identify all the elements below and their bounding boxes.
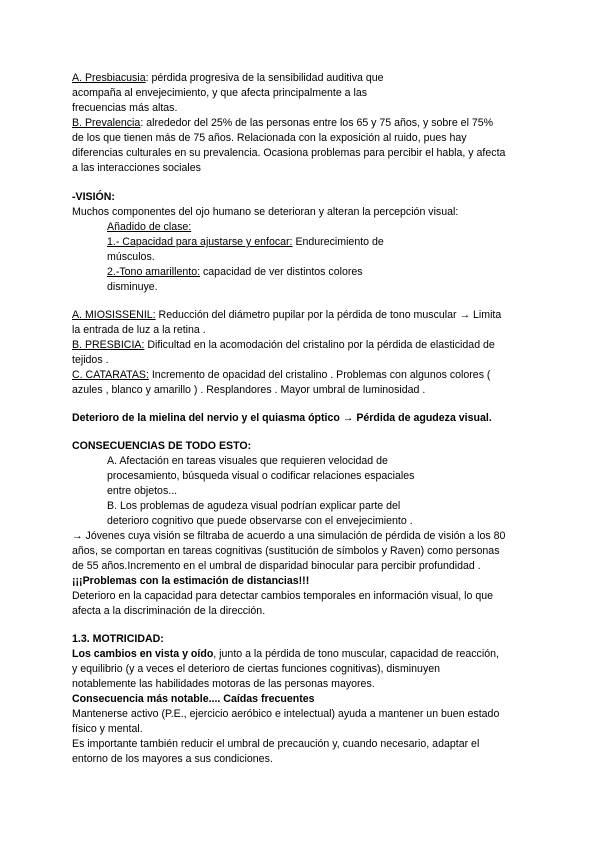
vision-heading: -VISIÓN: [72, 191, 115, 203]
presbiacusia-label: A. Presbiacusia [72, 72, 146, 84]
vision-item-1 [107, 235, 384, 250]
cataratas-cont: azules , blanco y amarillo ) . Resplandores . Mayor umbral de luminosidad . [72, 384, 426, 396]
consecuencia-b-line-2: deterioro cognitivo que puede observarse con el envejecimiento . [107, 515, 413, 527]
importante-line-1: Es importante también reducir el umbral de precaución y, cuando necesario, adaptar el [72, 738, 480, 750]
vision-intro: Muchos componentes del ojo humano se deterioran y alteran la percepción visual: [72, 206, 459, 218]
motricidad-heading: 1.3. MOTRICIDAD: [72, 633, 164, 645]
cambios-text: , junto a la pérdida de tono muscular, capacidad de reacción, [213, 648, 499, 660]
presbicia-text: Dificultad en la acomodación del cristalino por la pérdida de elasticidad de [144, 339, 495, 351]
prevalencia-text: : alrededor del 25% de las personas entre los 65 y 75 años, y sobre el 75% [140, 117, 494, 129]
mantenerse-line-2: físico y mental. [72, 723, 143, 735]
jovenes-line-1: → Jóvenes cuya visión se filtraba de acuerdo a una simulación de pérdida de visión a los 80 [72, 530, 506, 542]
cambios-line-2: y equilibrio (y a veces el deterioro de ciertas funciones cognitivas), disminuyen [72, 663, 441, 675]
presbicia-label: B. PRESBICIA: [72, 339, 145, 351]
consecuencia-a-line-3: entre objetos... [107, 485, 178, 497]
cataratas-label: C. CATARATAS: [72, 369, 149, 381]
prevalencia-line-4: a las interacciones sociales [72, 162, 201, 174]
jovenes-line-3: de 55 años.Incremento en el umbral de disparidad binocular para percibir profundidad . [72, 560, 481, 572]
distancias-heading: ¡¡¡Problemas con la estimación de distancias!!! [72, 575, 310, 587]
cambios-line-1 [72, 647, 499, 662]
prevalencia-line-2: de los que tienen más de 75 años. Relacionada con la exposición al ruido, pues hay [72, 132, 467, 144]
prevalencia-line-1 [72, 116, 493, 131]
miosissenil-line [72, 308, 501, 323]
presbicia-line [72, 338, 495, 353]
presbiacusia-line-1 [72, 71, 384, 86]
importante-line-2: entorno de los mayores a sus condiciones. [72, 753, 273, 765]
prevalencia-label: B. Prevalencia [72, 117, 141, 129]
prevalencia-line-3: diferencias culturales en su prevalencia. Ocasiona problemas para percibir el habla, y afecta [72, 147, 506, 159]
cataratas-text: Incremento de opacidad del cristalino . Problemas con algunos colores ( [148, 369, 491, 381]
miosissenil-cont: la entrada de luz a la retina . [72, 324, 206, 336]
consecuencia-notable-heading: Consecuencia más notable.... Caídas frecuentes [72, 693, 315, 705]
item2-text: capacidad de ver distintos colores [200, 266, 363, 278]
anadido-label: Añadido de clase: [107, 221, 192, 233]
presbiacusia-line-2: acompaña al envejecimiento, y que afecta principalmente a las [72, 87, 368, 99]
vision-item-1-cont: músculos. [107, 251, 155, 263]
jovenes-line-2: años, se comportan en tareas cognitivas (sustitución de símbolos y Raven) como personas [72, 545, 500, 557]
presbicia-cont: tejidos . [72, 354, 109, 366]
consecuencias-heading: CONSECUENCIAS DE TODO ESTO: [72, 440, 252, 452]
consecuencia-a-line-2: procesamiento, búsqueda visual o codificar relaciones espaciales [107, 470, 415, 482]
deterioro-mielina: Deterioro de la mielina del nervio y el quiasma óptico → Pérdida de agudeza visual. [72, 412, 492, 424]
cambios-bold: Los cambios en vista y oído [72, 648, 214, 660]
mantenerse-line-1: Mantenerse activo (P.E., ejercicio aeróbico e intelectual) ayuda a mantener un buen estado [72, 708, 500, 720]
miosissenil-text: Reducción del diámetro pupilar por la pérdida de tono muscular → Limita [155, 309, 502, 321]
vision-item-2 [107, 265, 363, 280]
item2-label: 2.-Tono amarillento: [107, 266, 201, 278]
consecuencia-b-line-1: B. Los problemas de agudeza visual podrían explicar parte del [107, 500, 401, 512]
miosissenil-label: A. MIOSISSENIL: [72, 309, 156, 321]
presbiacusia-line-3: frecuencias más altas. [72, 102, 178, 114]
item1-label: 1.- Capacidad para ajustarse y enfocar: [107, 236, 293, 248]
presbiacusia-text: : pérdida progresiva de la sensibilidad auditiva que [145, 72, 384, 84]
cambios-line-3: notablemente las habilidades motoras de las personas mayores. [72, 678, 375, 690]
cataratas-line [72, 368, 490, 383]
item1-text: Endurecimiento de [292, 236, 384, 248]
vision-item-2-cont: disminuye. [107, 281, 158, 293]
distancias-line-1: Deterioro en la capacidad para detectar cambios temporales en información visual, lo que [72, 590, 494, 602]
consecuencia-a-line-1: A. Afectación en tareas visuales que requieren velocidad de [107, 455, 388, 467]
distancias-line-2: afecta a la discriminación de la dirección. [72, 605, 266, 617]
